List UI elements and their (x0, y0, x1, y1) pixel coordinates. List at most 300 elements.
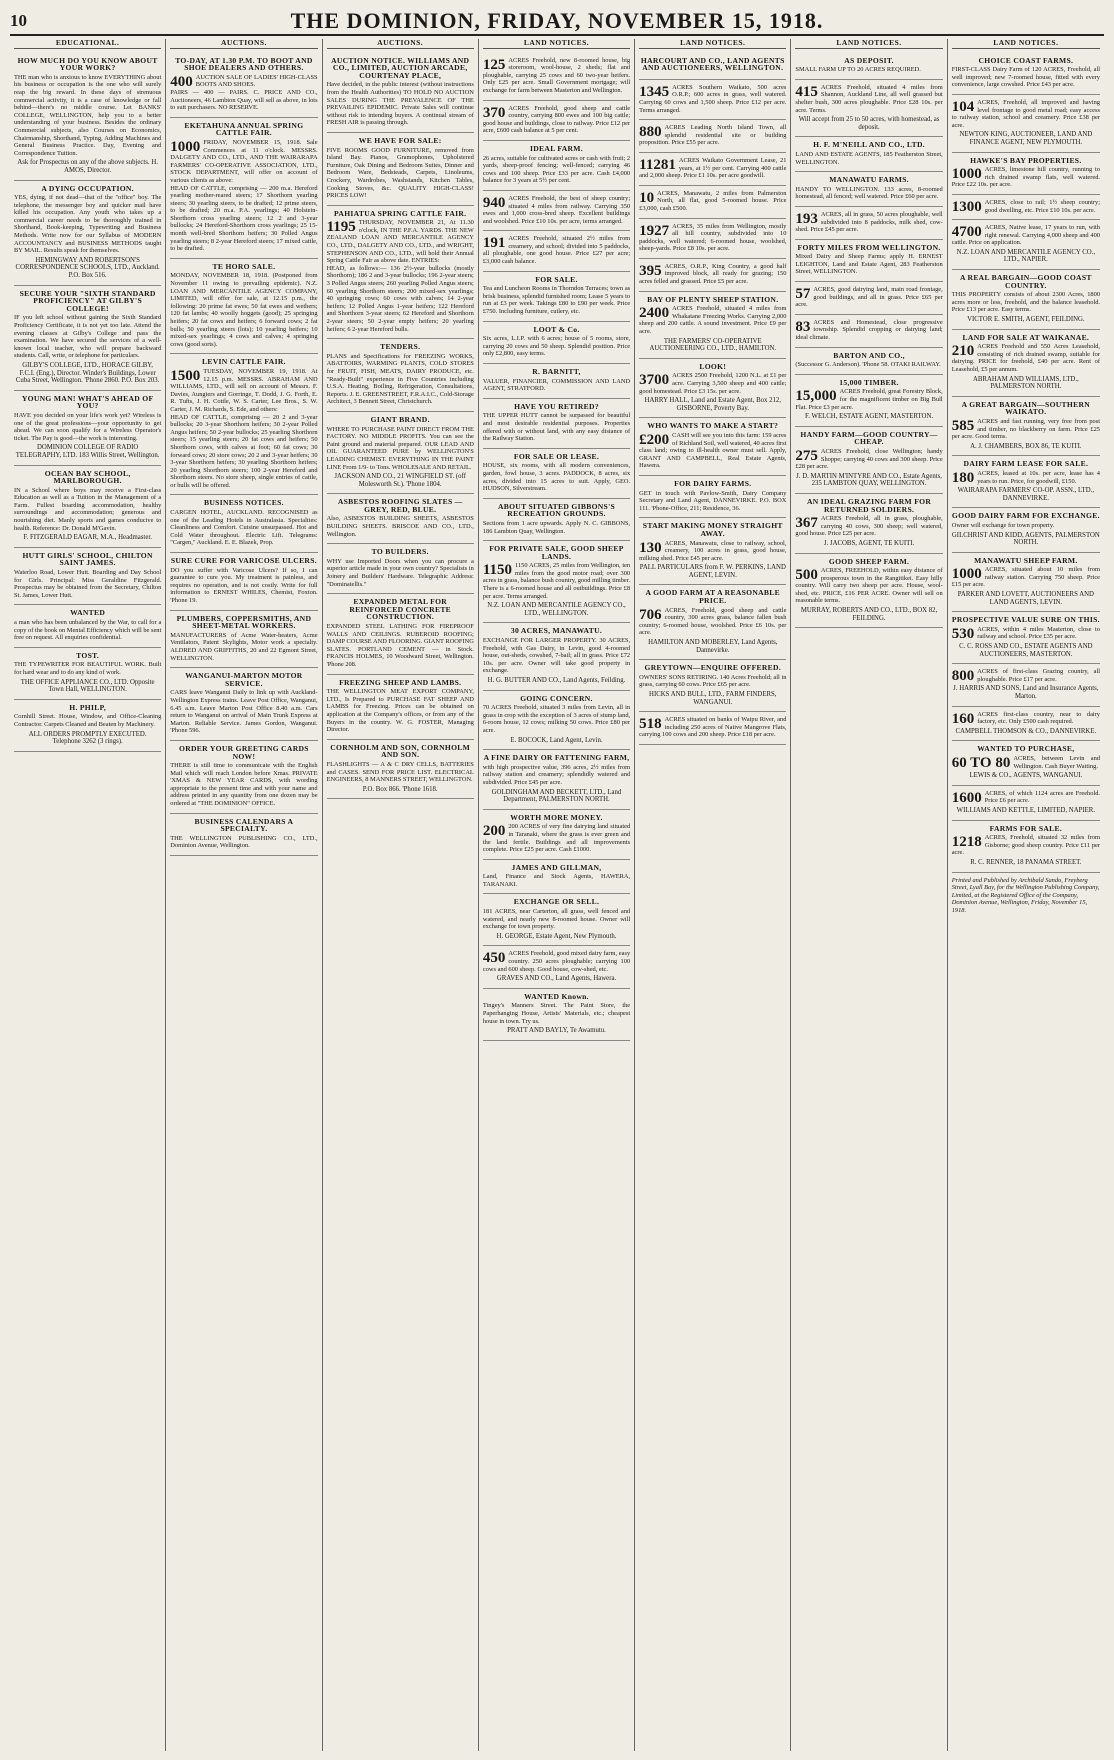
ad-body (483, 57, 630, 95)
ad-text: Tingey's Manners Street. The Paint Store, the Paperhanging House, Artists' Materials, etc.; cheapest house in town. Try us. (482, 1002, 631, 1025)
ad-advertiser: J. JACOBS, AGENT, TE KUITI. (823, 539, 915, 547)
ad-advertiser: THE FARMERS' CO-OPERATIVE AUCTIONEERING CO., LTD., HAMILTON. (649, 337, 777, 353)
ad-heading: IDEAL FARM. (530, 143, 583, 153)
ad-heading: HUTT GIRLS' SCHOOL, CHILTON SAINT JAMES. (22, 550, 153, 568)
ad-text: ACRES, O.R.P., King Country, a good half improved block, all ready for grazing; 150 acres felled and grassed. Price £5 per acre. (639, 262, 787, 286)
ad-body (483, 637, 630, 675)
classified-ad (483, 53, 630, 101)
ad-advertiser: ABRAHAM AND WILLIAMS, LTD., PALMERSTON NORTH. (972, 375, 1079, 391)
ad-body (483, 520, 630, 535)
classified-ad (327, 53, 474, 133)
ad-figure: 193 (795, 210, 818, 227)
classified-ad (639, 80, 786, 120)
ad-text: MANUFACTURERS of Acme Water-heaters, Acme Ventilators, Patent Skylights, Motor work a specialty. ALDRED AND GRIFFITHS, 20 and 22 Egmont Street, WELLINGTON. (170, 631, 318, 662)
classified-ad (639, 219, 786, 259)
classified-ad (14, 700, 161, 752)
ad-figure: 15,000 (795, 388, 837, 405)
ad-heading: H. F. M'NEILL AND CO., LTD. (813, 140, 925, 150)
ad-heading: R. BARNITT, (532, 367, 581, 376)
column-7 (948, 39, 1104, 1751)
ad-body (952, 626, 1100, 641)
ad-text: 70 ACRES Freehold, situated 3 miles from Levin, all in grass in crop with the exception of 3 acres of stump land, 6-room house, 12 cows; milking 50 cows. Price £80 per acre. (482, 704, 631, 734)
classified-ad (483, 750, 630, 810)
classified-ad (483, 499, 630, 541)
classified-ad (483, 860, 630, 895)
ad-advertiser: Ask for Prospectus on any of the above subjects. H. AMOS, Director. (17, 159, 158, 174)
ad-text: AUCTION SALE OF LADIES' HIGH-CLASS BOOTS AND SHOES. (195, 73, 318, 89)
ad-heading: GIANT BRAND. (370, 414, 430, 424)
ad-heading: AN IDEAL GRAZING FARM FOR RETURNED SOLDIERS. (806, 496, 932, 514)
ad-text: ACRES, leased at 10s. per acre, lease has 4 years to run. Price, for goodwill, £150. (977, 469, 1100, 485)
ad-advertiser: GILBY'S COLLEGE, LTD., HORACE GILBY, F.C.I. (Eng.), Director. Winder's Buildings, Lower Cuba Street, Wellington. 'Phone 2860. P.O. Box 203. (15, 361, 160, 385)
ad-advertiser: ALL ORDERS PROMPTLY EXECUTED. Telephone 3262 (3 rings). (28, 730, 147, 746)
ad-heading: AS DEPOSIT. (844, 55, 894, 65)
ad-text: Six acres, L.I.P. with 6 acres; house of 5 rooms, store, carrying 20 cows and 50 sheep. Splendid position. Price only £2,800, easy terms. (482, 335, 631, 358)
classified-ad (170, 495, 317, 553)
classified-ad (327, 594, 474, 674)
ad-text: PLANS and Specifications for FREEZING WORKS, ABATTOIRS, WARMING PLANTS, COLD STORES for FRUIT, FISH, MEATS, DAIRY PRODUCE, etc. "Ready-Built" experience in Five Countries including U.S.A. Heating, Boiling, Refrigeration, Consultations, Reports. J. E. GREENSTREET, F.R.A.I.C., Cold-Storage Architect, 3 Bennett Street, Christchurch. (326, 352, 474, 406)
classified-ad (639, 476, 786, 518)
section-heading: AUCTIONS. (170, 39, 317, 49)
ad-text: FLASHLIGHTS — A & C DRY CELLS, BATTERIES and CASES. SEND FOR PRICE LIST. ELECTRICAL ENGINEERS, 8 MANNERS STREET, WELLINGTON. (326, 760, 474, 784)
ad-heading: HARCOURT AND CO., LAND AGENTS AND AUCTIONEERS, WELLINGTON. (640, 55, 785, 73)
ad-heading: FARMS FOR SALE. (989, 823, 1063, 833)
classified-ad (483, 191, 630, 231)
classified-ad (952, 95, 1100, 153)
ad-text: Land, Finance and Stock Agents, HAWERA, TARANAKI. (482, 873, 631, 888)
ad-heading: FOR PRIVATE SALE, GOOD SHEEP LANDS. (489, 544, 624, 561)
classified-ad (483, 141, 630, 191)
ad-text: LAND AND ESTATE AGENTS, 185 Featherston Street, WELLINGTON. (795, 150, 943, 166)
ad-heading: 15,000 TIMBER. (839, 377, 899, 387)
ad-body (952, 343, 1100, 373)
ad-advertiser: DOMINION COLLEGE OF RADIO TELEGRAPHY, LTD. 183 Willis Street, Wellington. (15, 444, 160, 459)
ad-figure: 210 (951, 343, 975, 360)
ad-text: VALUER, FINANCIER, COMMISSION AND LAND AGENT, STRATFORD. (482, 377, 631, 393)
classified-ad (639, 359, 786, 419)
classified-ad (952, 508, 1100, 552)
column-6 (791, 39, 947, 1751)
classified-ad (952, 153, 1100, 195)
ad-figure: 2400 (639, 305, 670, 322)
ad-text: CARGEN HOTEL, AUCKLAND. RECOGNISED as one of the Leading Hotels in Australasia. Specialties: Cleanliness and Comfort. Cuisine unsurpassed. Hot and Cold Water throughout. Electric Lift. Telegrams: "Cargen," Auckland. E. E. Blazek, Prop. (170, 509, 318, 547)
ad-figure: 130 (639, 539, 662, 556)
ad-figure: 4700 (951, 224, 982, 241)
ad-body (795, 286, 942, 309)
ad-advertiser: R. C. RENNER, 18 PANAMA STREET. (970, 858, 1082, 866)
ad-heading: AUCTION NOTICE. WILLIAMS AND CO., LIMITED, AUCTION ARCADE, COURTENAY PLACE, (331, 55, 470, 80)
ad-heading: TENDERS. (380, 342, 421, 352)
ad-body (483, 412, 630, 442)
classified-ad (639, 292, 786, 359)
ad-advertiser: GRAVES AND CO., Land Agents, Hawera. (496, 975, 617, 983)
ad-heading: GREYTOWN—ENQUIRE OFFERED. (644, 663, 782, 673)
classified-ad (327, 740, 474, 800)
classified-ad (639, 660, 786, 712)
ad-text: ACRES, 35 miles from Wellington, mostly all hill country, subdivided into 10 paddocks, well watered; 6-roomed house, woolshed, sheep-yards. Price £8 10s. per acre. (639, 222, 787, 253)
classified-ad (483, 989, 630, 1041)
ad-body (483, 462, 630, 492)
classified-ad (639, 712, 786, 745)
ad-advertiser: C. C. ROSS AND CO., ESTATE AGENTS AND AUCTIONEERS, MASTERTON. (959, 643, 1093, 658)
ad-text: 181 ACRES, near Carterton, all grass, well fenced and watered, and nearly new 8-roomed house. Owner will exchange for town property. (482, 908, 631, 931)
classified-ad (327, 339, 474, 412)
ad-body (639, 716, 786, 739)
column-5 (635, 39, 791, 1751)
ad-figure: £200 (639, 431, 670, 448)
ad-figure: 275 (795, 447, 818, 464)
ad-heading: WE HAVE FOR SALE: (358, 135, 442, 145)
classified-ad (170, 741, 317, 814)
classified-ad (952, 612, 1100, 664)
ad-text: THURSDAY, NOVEMBER 21, At 11.30 o'clock, IN THE P.F.A. YARDS. THE NEW ZEALAND LOAN AND MERCANTILE AGENCY CO., LTD., DALGETY AND CO., LTD., and WRIGHT, STEPHENSON AND CO., LTD., will hold their Annual Spring Cattle Fair as above date. ENTRIES: (326, 219, 474, 265)
ad-figure: 500 (795, 567, 818, 584)
ad-heading: SECURE YOUR "SIXTH STANDARD PROFICIENCY" AT GILBY'S COLLEGE! (19, 288, 156, 313)
ad-heading: A DYING OCCUPATION. (41, 183, 134, 193)
classified-ad (483, 946, 630, 988)
ad-advertiser: H. G. BUTTER AND CO., Land Agents, Feilding. (487, 677, 626, 684)
ad-body (170, 74, 317, 89)
ad-figure: 180 (951, 469, 975, 486)
ad-heading: HANDY FARM—GOOD COUNTRY—CHEAP. (800, 429, 938, 447)
ad-advertiser: A. J. CHAMBERS, BOX 86, TE KUITI. (970, 442, 1082, 450)
ad-body (795, 253, 942, 276)
classified-ad (483, 101, 630, 141)
ad-advertiser: N.Z. LOAN AND MERCANTILE AGENCY CO., LTD., WELLINGTON. (487, 602, 626, 617)
ad-text: Sections from 1 acre upwards. Apply N. C. GIBBONS, 186 Lambton Quay, Wellington. (482, 519, 631, 535)
classified-ad (952, 270, 1100, 330)
classified-ad (14, 605, 161, 647)
ad-body (327, 353, 474, 406)
classified-ad (795, 375, 942, 427)
ad-advertiser: J. HARRIS AND SONS, Land and Insurance Agents, Marton. (953, 685, 1099, 700)
ad-heading: SURE CURE FOR VARICOSE ULCERS. (170, 556, 317, 566)
ad-advertiser: PALL PARTICULARS from F. W. PERKINS, LAND AGENT, LEVIN. (639, 564, 786, 579)
classified-ad (639, 186, 786, 219)
ad-figure: 83 (795, 318, 811, 335)
ad-text: ACRES 2500 Freehold, 1200 N.L. at £1 per acre. Carrying 3,500 sheep and 400 cattle; good homestead. Price £3 15s. per acre. (639, 372, 787, 395)
ad-figure: 200 (482, 823, 506, 840)
ad-text: ACRES, Manawatu, close to railway, school, creamery, 100 acres in grass, good house, milking shed. Price £45 per acre. (639, 539, 787, 562)
ad-body (795, 515, 942, 538)
ad-advertiser: PARKER AND LOVETT, AUCTIONEERS AND LAND AGENTS, LEVIN. (957, 591, 1094, 606)
ad-text: THIS PROPERTY consists of about 2300 Acres, 1800 acres more or less, freehold, and the balance leasehold. Price £13 per acre. Easy terms. (951, 291, 1100, 314)
ad-body (639, 674, 786, 689)
ad-body (14, 314, 161, 360)
ad-figure: 104 (951, 98, 975, 115)
classified-ad (327, 494, 474, 544)
ad-text: ACRES, limestone hill country, running to rich drained swamp flats, well watered. Price £22 10s. per acre. (951, 166, 1100, 189)
ad-heading: WHO WANTS TO MAKE A START? (647, 421, 779, 431)
ad-heading: EKETAHUNA ANNUAL SPRING CATTLE FAIR. (184, 120, 304, 138)
column-grid (10, 39, 1104, 1751)
ad-text: ACRES, Freehold, all improved and having level frontage to good metal road; easy access to railway station, school and creamery. Price £38 per acre. (951, 98, 1100, 129)
ad-body (327, 219, 474, 265)
ad-body (170, 368, 317, 414)
classified-ad (327, 675, 474, 740)
ad-text: ACRES Freehold, the best of sheep country; situated 4 miles from railway. Carrying 350 ewes and 1,000 cross-bred sheep. Excellent buildings and woolshed. Price £10 10s. per acre, terms arranged. (482, 194, 631, 225)
classified-ad (795, 240, 942, 282)
ad-text: EXPANDED STEEL LATHING FOR FIREPROOF WALLS AND CEILINGS. RUBEROID ROOFING; DAMP COURSE AND FLOORING. GIANT ROOFING SLATES. PORTLAND CEMENT — in Stock. FRANCIS HOLMES, 10 Woodward Street, Wellington. 'Phone 208. (326, 623, 474, 668)
ad-figure: 1000 (951, 566, 982, 583)
classified-ad (483, 399, 630, 449)
ad-advertiser: THE OFFICE APPLIANCE CO., LTD. Opposite Town Hall, WELLINGTON. (20, 678, 155, 694)
ad-advertiser: HEMINGWAY AND ROBERTSON'S CORRESPONDENCE SCHOOLS, LTD., Auckland. P.O. Box 516. (15, 256, 160, 280)
ad-body (14, 619, 161, 642)
ad-figure: 1000 (951, 166, 982, 183)
ad-body (170, 139, 317, 185)
classified-ad (327, 544, 474, 594)
ad-body (327, 761, 474, 784)
classified-ad (639, 120, 786, 153)
ad-advertiser: WILLIAMS AND KETTLE, LIMITED, NAPIER. (956, 806, 1096, 814)
column-4 (479, 39, 635, 1751)
ad-figure: 1927 (639, 222, 670, 239)
classified-ad (795, 427, 942, 494)
classified-ad (639, 585, 786, 660)
ad-heading: OCEAN BAY SCHOOL, MARLBOROUGH. (44, 468, 131, 486)
ad-figure: 1218 (951, 834, 982, 851)
ad-heading: LOOK! (699, 361, 727, 371)
ad-body (483, 704, 630, 734)
ad-body (483, 1002, 630, 1025)
ad-body (952, 199, 1100, 214)
ad-body (483, 764, 630, 787)
ad-body (483, 823, 630, 853)
ad-text: ACRES, Native lease, 17 years to run, with right renewal. Carrying 4,000 sheep and 400 cattle. Price on application. (951, 224, 1100, 247)
ad-advertiser: F. WELCH, ESTATE AGENT, MASTERTON. (805, 413, 934, 421)
ad-figure: 880 (639, 124, 662, 141)
ad-advertiser: MURRAY, ROBERTS AND CO., LTD., BOX 82, FEILDING. (800, 607, 938, 622)
column-3 (323, 39, 479, 1751)
section-heading: LAND NOTICES. (795, 39, 942, 49)
ad-body (483, 285, 630, 315)
ad-figure: 415 (795, 83, 818, 100)
classified-ad (170, 814, 317, 856)
ad-text: SMALL FARM UP TO 20 ACRES REQUIRED. (795, 66, 921, 74)
ad-text: with high prospective value, 396 acres, 2½ miles from railway station and creamery; splendidly watered and subdivided. Price £45 per acre. (482, 763, 631, 786)
ad-figure: 706 (639, 606, 662, 623)
classified-ad (639, 259, 786, 292)
classified-ad (952, 741, 1100, 785)
ad-body (952, 755, 1100, 770)
ad-heading: A FINE DAIRY OR FATTENING FARM, (483, 753, 630, 763)
ad-text: WHERE TO PURCHASE PAINT DIRECT FROM THE FACTORY. NO MIDDLE PROFITS. You can see the Paint ground and material prepared. OUR LEAD AND OIL GUARANTEED PURE by WELLINGTON'S LEADING CHEMIST. EVERYTHING IN THE PAINT LINE From 1/9- to Tons. WHOLESALE AND RETAIL. (326, 425, 474, 471)
ad-body (14, 194, 161, 255)
ad-body (170, 567, 317, 605)
ad-heading: HAVE YOU RETIRED? (514, 401, 599, 411)
ad-text: ACRES, close to rail; 1½ sheep country; good dwelling, etc. Price £10 10s. per acre. (984, 198, 1100, 214)
ad-body (327, 81, 474, 127)
classified-ad (14, 548, 161, 606)
ad-figure: 530 (951, 625, 975, 642)
ad-text: ACRES, within 4 miles Masterton, close to railway and school. Price £35 per acre. (977, 625, 1100, 641)
ad-body (952, 834, 1100, 857)
classified-ad (639, 518, 786, 585)
page-number: 10 (10, 11, 27, 30)
ad-advertiser: HARRY HALL, Land and Estate Agent, Box 212, GISBORNE, Poverty Bay. (644, 397, 781, 412)
ad-body (14, 74, 161, 158)
ad-body (327, 688, 474, 734)
classified-ad (952, 53, 1100, 95)
ad-body-continued: HEAD, as follows:— 136 2½-year bullocks (mostly Shorthorn); 186 2 and 3-year bullocks; 196 2-year steers; 3 Polled Angus steers; 260 yearling Polled Angus steers; 60 yearling Shorthorn steers; 200 mixed-sex yearlings; 40 springing cows; 60 cows with calves; 14 2-year heifers; 12 Polled Angus 1-year heifers; 122 Hereford and Shorthorn 3-year steers; 62 Hereford and Shorthorn 2-year steers; 50 2-year empty heifers; 20 yearling heifers; 6 2-year Hereford bulls. (326, 264, 474, 333)
ad-advertiser: HAMILTON AND MOBERLEY, Land Agents, Dannevirke. (648, 639, 778, 654)
ad-heading: TE HORO SALE. (212, 261, 276, 271)
classified-ad (483, 541, 630, 623)
ad-body (952, 470, 1100, 485)
ad-heading: WANTED Known. (524, 991, 589, 1001)
ad-text: FIRST-CLASS Dairy Farm of 120 ACRES, Freehold, all well improved; new 7-roomed house, fitted with every convenience, large cowshed. Price £43 per acre. (951, 66, 1100, 89)
ad-text: Cornhill Street. House, Window, and Office-Cleaning Contractor. Carpets Cleaned and Beaten by Machinery. (14, 713, 162, 728)
ad-body (952, 66, 1100, 89)
ad-body (327, 426, 474, 472)
ad-heading: FOR SALE. (535, 274, 578, 284)
classified-ad (327, 412, 474, 494)
ad-text: (Successor G. Anderson). 'Phone 58. OTAKI RAILWAY. (795, 361, 941, 369)
ad-body (639, 124, 786, 147)
ad-body (639, 607, 786, 637)
classified-ad (795, 53, 942, 80)
classified-ad (327, 133, 474, 206)
classified-ad (952, 664, 1100, 706)
ad-figure: 518 (639, 716, 662, 733)
ad-advertiser: CAMPBELL THOMSON & CO., DANNEVIRKE. (955, 727, 1097, 735)
ad-text: ACRES, Freehold, situated 32 miles from Gisborne; good sheep country. Price £11 per acre. (951, 834, 1100, 857)
ad-text: ACRES Freehold, situated 2½ miles from creamery, and school; divided into 5 paddocks, all ploughable, one good house. Price £27 per acre; £3,000 cash balance. (482, 235, 631, 266)
column-1 (10, 39, 166, 1751)
ad-body (483, 235, 630, 265)
ad-text: THE WELLINGTON PUBLISHING CO., LTD., Dominion Avenue, Wellington. (170, 834, 318, 850)
ad-text: ACRES, of which 1124 acres are Freehold. Price £6 per acre. (984, 789, 1100, 805)
ad-body (14, 713, 161, 728)
ad-figure: 1150 (482, 562, 513, 579)
ad-text: HOUSE, six rooms, with all modern conveniences, garden, fowl house, 3 acres. PADDOCK, 8 acres, six acres, divided into 15 acres to suit. Apply, GEO. HUDSON, Silverstream. (482, 462, 631, 493)
ad-text: 26 acres, suitable for cultivated acres or cash with fruit; 2 yards, sheep-proof fencing; well-fenced; carrying 46 cows and 100 sheep. Price £33 per acre. Cash £4,000 balance for 3 years at 5½ per cent. (482, 154, 631, 185)
ad-heading: ORDER YOUR GREETING CARDS NOW! (179, 743, 309, 761)
ad-heading: GOOD DAIRY FARM FOR EXCHANGE. (951, 511, 1100, 521)
ad-body (14, 569, 161, 599)
classified-ad (483, 810, 630, 860)
ad-text: Owner will exchange for town property. (951, 521, 1055, 529)
ad-body (483, 950, 630, 973)
classified-ad (170, 259, 317, 355)
ad-text: Also, ASBESTOS BUILDING SHEETS, ASBESTOS BUILDING SHEETS. BRISCOE AND CO., LTD., Wellington. (326, 515, 474, 538)
ad-body (795, 361, 942, 369)
ad-body (14, 487, 161, 533)
ad-text: ACRES Waikato Government Lease, 21 years, at 1½ per cent. Carrying 400 cattle and 2,000 sheep. Price £1 10s. per acre goodwill. (639, 156, 787, 180)
ad-body (483, 195, 630, 225)
ad-body (639, 84, 786, 114)
ad-figure: 3700 (639, 372, 670, 389)
ad-advertiser: F. FITZGERALD EAGAR, M.A., Headmaster. (23, 534, 152, 542)
ad-advertiser: NEWTON KING, AUCTIONEER, LAND AND FINANCE AGENT, NEW PLYMOUTH. (959, 131, 1093, 146)
ad-heading: MANAWATU SHEEP FARM. (974, 555, 1078, 565)
classified-ad (952, 330, 1100, 397)
classified-ad (170, 611, 317, 669)
ad-text: ACRES first-class country, near to dairy factory, etc. Only £500 cash required. (977, 710, 1100, 726)
classified-ad (639, 153, 786, 186)
ad-body (795, 388, 942, 411)
ad-advertiser: Will accept from 25 to 50 acres, with homestead, as deposit. (798, 116, 940, 131)
ad-text: Mixed Dairy and Sheep Farms; apply H. ERNEST LEIGHTON, Land and Estate Agent, 283 Featherston Street, WELLINGTON. (795, 253, 943, 276)
ad-advertiser: E. BOCOCK, Land Agent, Levin. (510, 736, 603, 744)
classified-ad (483, 322, 630, 364)
ad-body (483, 873, 630, 888)
ad-body (952, 224, 1100, 247)
classified-ad (795, 282, 942, 315)
ad-text: 200 ACRES of very fine dairying land situated in Taranaki, where the grass is ever green and the land fertile. Buildings and all improvements complete. Price £25 per acre. Cash £1000. (482, 823, 631, 854)
ad-figure: 367 (795, 515, 818, 532)
classified-ad (795, 207, 942, 240)
classified-ad (327, 206, 474, 340)
ad-heading: HAWKE'S BAY PROPERTIES. (970, 155, 1082, 165)
ad-body (639, 305, 786, 335)
ad-figure: 370 (482, 104, 506, 121)
ad-body (639, 490, 786, 513)
ad-text: ACRES Freehold, situated 4 miles from Whakatane Freezing Works. Carrying 2,000 sheep and 200 cattle. A sound investment. Price £9 per acre. (639, 305, 787, 336)
ad-body (795, 66, 942, 74)
ad-heading: BAY OF PLENTY SHEEP STATION. (647, 294, 779, 304)
classified-ad (483, 272, 630, 322)
ad-text: ACRES, Manawatu, 2 miles from Palmerston North, all flat, good 5-roomed house. Price £3,000, cash £500. (639, 189, 787, 212)
classified-ad (483, 691, 630, 751)
ad-advertiser: PRATT AND BAYLY, Te Awamutu. (507, 1027, 606, 1035)
ad-heading: PROSPECTIVE VALUE SURE ON THIS. (951, 615, 1100, 625)
ad-text: ACRES Freehold and 550 Acres Leasehold, consisting of rich drained swamp, suitable for dairying. PRICE for freehold, £40 per acre. Rent of Leasehold, £5 per annum. (951, 343, 1100, 373)
section-heading: EDUCATIONAL. (14, 39, 161, 49)
ad-body (14, 412, 161, 442)
ad-text: HANDY TO WELLINGTON. 133 acres, 8-roomed homestead, all fenced; well watered. Price £60 per acre. (795, 185, 943, 201)
classified-ad (170, 668, 317, 741)
ad-advertiser: VICTOR E. SMITH, AGENT, FEILDING. (967, 316, 1085, 324)
ad-heading: TO-DAY, AT 1.30 P.M. TO BOOT AND SHOE DEALERS AND OTHERS. (175, 55, 313, 73)
ad-heading: GOING CONCERN. (520, 693, 593, 703)
ad-heading: WORTH MORE MONEY. (510, 812, 603, 822)
ad-text: ACRES Freehold, good mixed dairy farm, easy country. 250 acres ploughable; carrying 100 cows and 600 sheep. Good house, cow-shed, etc. (482, 950, 631, 973)
classified-ad (952, 786, 1100, 821)
ad-heading: LOOT & Co. (533, 324, 580, 334)
classified-ad (952, 397, 1100, 457)
section-heading: LAND NOTICES. (483, 39, 630, 49)
ad-advertiser: WAIRARAPA FARMERS' CO-OP. ASSN., LTD., DANNEVIRKE. (957, 487, 1095, 502)
classified-ad (14, 466, 161, 548)
ad-body (952, 790, 1100, 805)
imprint: Printed and Published by Archibald Sando, Freyberg Street, Lyall Bay, for the Wellington Publishing Company, Limited, at the Registered Office of the Company, Dominion Avenue, Wellington, Friday, November 15, 1918. (951, 876, 1100, 914)
ad-figure: 1195 (326, 219, 356, 236)
ad-body (639, 223, 786, 253)
ad-figure: 400 (170, 73, 193, 90)
ad-text: WHY use Imported Doors when you can procure a superior article made in your own country? Specialists in Joinery and Builders' Hardware. Telegraphic Address: "Dominatellis." (326, 557, 474, 588)
ad-text: ACRES, situated about 10 miles from railway station. Carrying 750 sheep. Price £15 per acre. (951, 566, 1100, 589)
ad-body (483, 105, 630, 135)
classified-ad (952, 195, 1100, 220)
ad-body (639, 540, 786, 563)
ad-heading: TO BUILDERS. (371, 547, 429, 557)
ad-body (14, 661, 161, 676)
ad-body (952, 166, 1100, 189)
classified-ad (795, 137, 942, 172)
ad-figure: 800 (951, 668, 975, 685)
ad-text: Tea and Luncheon Rooms in Thorndon Terraces; town as brisk business, splendid furnished room; Lease 5 years to run at £3 per week. Takings £80 to £90 per week. Price £750. Including furniture, cutlery, etc. (482, 285, 631, 316)
ad-heading: DAIRY FARM LEASE FOR SALE. (963, 459, 1089, 469)
ad-body (170, 272, 317, 348)
ad-text: IN a School where boys may receive a First-class Education as well as a Tuition in the Management of a Farm. Fullest boarding accommodation, healthy surroundings and accommodation; generous and nourishing diet. Manly sports and games conducive to health. Reference: Dr. Donald M'Gavin. (14, 486, 162, 532)
ad-heading: PLUMBERS, COPPERSMITHS, AND SHEET-METAL WORKERS. (176, 613, 312, 631)
classified-ad (795, 554, 942, 629)
ad-text: ACRES Freehold, situated 4 miles from Shannon, Auckland Line, all well grassed but shelter bush, 300 acres ploughable. Price £28 10s. per acre. Terms. (795, 83, 943, 114)
ad-text: ACRES Southern Waikato, 500 acres O.R.P.; 600 acres in grass, well watered. Carrying 60 cows and 1,500 sheep. Price £12 per acre. Terms arranged. (639, 83, 787, 114)
ad-heading: BUSINESS NOTICES. (204, 498, 284, 508)
